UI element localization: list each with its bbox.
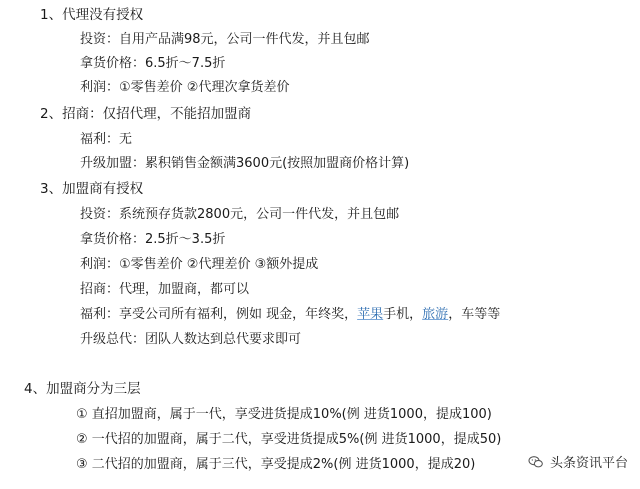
benefits-mid: 手机， — [383, 307, 423, 322]
section-2-upgrade: 升级加盟：累积销售金额满3600元(按照加盟商价格计算) — [80, 156, 410, 171]
section-3-profit: 利润：①零售差价 ②代理差价 ③额外提成 — [80, 257, 319, 272]
watermark-text: 头条资讯平台 — [549, 456, 628, 471]
benefits-prefix: 福利：享受公司所有福利，例如 现金，年终奖， — [80, 307, 358, 322]
section-3-heading: 3、加盟商有授权 — [40, 181, 144, 197]
section-1-price: 拿货价格：6.5折～7.5折 — [80, 56, 226, 71]
section-3-investment: 投资：系统预存货款2800元，公司一件代发，并且包邮 — [80, 207, 400, 222]
benefits-suffix: ，车等等 — [448, 307, 501, 322]
section-1-profit: 利润：①零售差价 ②代理次拿货差价 — [80, 80, 290, 95]
section-3-price: 拿货价格：2.5折～3.5折 — [80, 232, 226, 247]
tier-1: ① 直招加盟商，属于一代，享受进货提成10%(例 进货1000，提成100) — [76, 407, 492, 422]
section-1-heading: 1、代理没有授权 — [40, 7, 144, 23]
section-3-upgrade: 升级总代：团队人数达到总代要求即可 — [80, 332, 302, 347]
section-4-heading: 4、加盟商分为三层 — [24, 381, 141, 397]
section-1-investment: 投资：自用产品满98元，公司一件代发，并且包邮 — [80, 32, 370, 47]
travel-link[interactable]: 旅游 — [422, 307, 449, 322]
watermark — [528, 452, 628, 471]
apple-link[interactable]: 苹果 — [357, 307, 384, 322]
section-2-benefits: 福利：无 — [80, 132, 133, 147]
section-2-heading: 2、招商：仅招代理，不能招加盟商 — [40, 106, 252, 122]
tier-3: ③ 二代招的加盟商，属于三代，享受提成2%(例 进货1000，提成20) — [76, 457, 476, 472]
section-3-recruit: 招商：代理，加盟商，都可以 — [80, 282, 250, 297]
wechat-official-account-icon — [528, 454, 544, 470]
section-3-benefits — [80, 306, 500, 324]
tier-2: ② 一代招的加盟商，属于二代，享受进货提成5%(例 进货1000，提成50) — [76, 432, 502, 447]
